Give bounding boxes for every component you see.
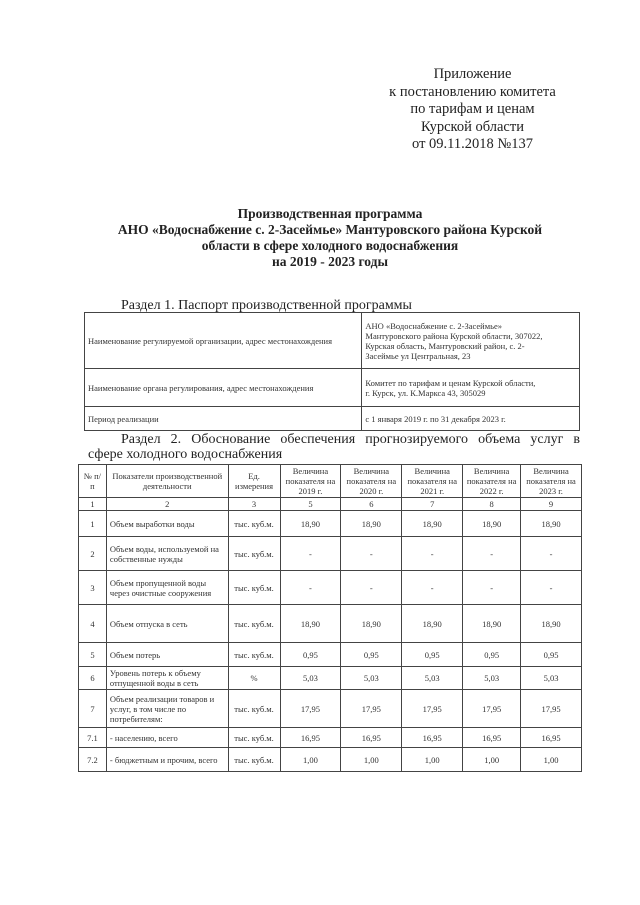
title-line: области в сфере холодного водоснабжения: [201, 238, 459, 253]
passport-table: [84, 312, 580, 431]
indicator-name: - бюджетным и прочим, всего: [106, 748, 228, 772]
value-cell: 0,95: [341, 643, 402, 667]
row-number: 3: [79, 571, 107, 605]
title-line: АНО «Водоснабжение с. 2-Засеймье» Мантуровского района Курской: [117, 222, 543, 237]
value-cell: -: [521, 571, 582, 605]
appendix-line: Приложение: [433, 66, 512, 82]
value-cell: -: [463, 571, 521, 605]
value-cell: 18,90: [463, 511, 521, 537]
value-line: с 1 января 2019 г. по 31 декабря 2023 г.: [365, 413, 506, 424]
value-line: Комитет по тарифам и ценам Курской области,: [365, 377, 536, 388]
value-cell: 17,95: [402, 690, 463, 728]
value-cell: -: [280, 537, 341, 571]
section1-heading: Раздел 1. Паспорт производственной программы: [121, 298, 412, 313]
value-cell: 16,95: [341, 728, 402, 748]
column-number: 2: [106, 498, 228, 511]
value-cell: 18,90: [341, 605, 402, 643]
unit-cell: тыс. куб.м.: [228, 748, 280, 772]
unit-cell: %: [228, 667, 280, 690]
column-number: 1: [79, 498, 107, 511]
table-header-row: [79, 465, 582, 498]
row-number: 4: [79, 605, 107, 643]
indicator-name: Объем воды, используемой на собственные нужды: [106, 537, 228, 571]
column-number: 7: [402, 498, 463, 511]
unit-cell: тыс. куб.м.: [228, 643, 280, 667]
unit-cell: тыс. куб.м.: [228, 605, 280, 643]
value-cell: 16,95: [280, 728, 341, 748]
passport-value: [362, 313, 580, 369]
indicator-name: Объем отпуска в сеть: [106, 605, 228, 643]
table-row: [79, 690, 582, 728]
column-number: 9: [521, 498, 582, 511]
title-line: Производственная программа: [237, 206, 423, 221]
indicator-name: - населению, всего: [106, 728, 228, 748]
passport-row: [85, 407, 580, 431]
value-cell: 18,90: [402, 511, 463, 537]
unit-cell: тыс. куб.м.: [228, 690, 280, 728]
value-cell: 18,90: [280, 605, 341, 643]
value-cell: 18,90: [341, 511, 402, 537]
value-cell: 1,00: [402, 748, 463, 772]
value-line: Засеймье ул Центральная, 23: [365, 350, 471, 361]
value-cell: -: [521, 537, 582, 571]
value-cell: -: [341, 571, 402, 605]
table-row: [79, 667, 582, 690]
passport-row: [85, 369, 580, 407]
table-row: [79, 605, 582, 643]
value-cell: -: [463, 537, 521, 571]
table-row: [79, 643, 582, 667]
column-header: Величина показателя на 2020 г.: [341, 465, 402, 498]
appendix-date: от 09.11.2018 №137: [412, 136, 533, 152]
value-cell: 16,95: [402, 728, 463, 748]
value-cell: 0,95: [463, 643, 521, 667]
value-cell: 16,95: [521, 728, 582, 748]
indicator-name: Объем реализации товаров и услуг, в том числе по потребителям:: [106, 690, 228, 728]
value-line: Мантуровского района Курской области, 307022,: [365, 330, 543, 341]
value-cell: 5,03: [402, 667, 463, 690]
value-cell: 0,95: [402, 643, 463, 667]
table-row: [79, 748, 582, 772]
row-number: 7: [79, 690, 107, 728]
section2-heading-line: сфере холодного водоснабжения: [88, 447, 283, 462]
column-number: 6: [341, 498, 402, 511]
value-cell: 17,95: [463, 690, 521, 728]
unit-cell: тыс. куб.м.: [228, 571, 280, 605]
value-cell: 0,95: [280, 643, 341, 667]
value-cell: 1,00: [280, 748, 341, 772]
value-cell: 1,00: [521, 748, 582, 772]
column-number: 5: [280, 498, 341, 511]
value-line: г. Курск, ул. К.Маркса 43, 305029: [365, 387, 486, 398]
table-row: [79, 511, 582, 537]
column-number: 8: [463, 498, 521, 511]
value-cell: 17,95: [521, 690, 582, 728]
unit-cell: тыс. куб.м.: [228, 537, 280, 571]
appendix-line: к постановлению комитета: [389, 83, 556, 100]
row-number: 5: [79, 643, 107, 667]
passport-row: [85, 313, 580, 369]
passport-label: Наименование регулируемой организации, адрес местонахождения: [85, 313, 362, 369]
table-row: [79, 571, 582, 605]
indicator-name: Объем потерь: [106, 643, 228, 667]
value-cell: 5,03: [463, 667, 521, 690]
document-title: [95, 206, 565, 270]
indicator-name: Уровень потерь к объему отпущенной воды в сеть: [106, 667, 228, 690]
value-cell: 18,90: [521, 605, 582, 643]
value-cell: 18,90: [280, 511, 341, 537]
appendix-line: Курской области: [421, 118, 524, 135]
row-number: 6: [79, 667, 107, 690]
value-cell: -: [402, 537, 463, 571]
column-header: Величина показателя на 2023 г.: [521, 465, 582, 498]
row-number: 1: [79, 511, 107, 537]
value-cell: 5,03: [280, 667, 341, 690]
row-number: 7.2: [79, 748, 107, 772]
value-cell: 17,95: [341, 690, 402, 728]
passport-label: Период реализации: [85, 407, 362, 431]
value-cell: -: [402, 571, 463, 605]
column-header: Ед. измерения: [228, 465, 280, 498]
passport-value: [362, 407, 580, 431]
section2-heading: [88, 432, 580, 462]
table-row: [79, 728, 582, 748]
value-cell: 17,95: [280, 690, 341, 728]
row-number: 2: [79, 537, 107, 571]
value-cell: 18,90: [463, 605, 521, 643]
section2-heading-line: Раздел 2. Обоснование обеспечения прогнозируемого объема услуг в: [121, 432, 580, 447]
passport-value: [362, 369, 580, 407]
indicator-name: Объем пропущенной воды через очистные сооружения: [106, 571, 228, 605]
column-header: Величина показателя на 2021 г.: [402, 465, 463, 498]
passport-label: Наименование органа регулирования, адрес местонахождения: [85, 369, 362, 407]
column-header: Показатели производственной деятельности: [106, 465, 228, 498]
appendix-line: по тарифам и ценам: [410, 101, 535, 117]
value-line: АНО «Водоснабжение с. 2-Засеймье»: [365, 320, 503, 331]
value-cell: 1,00: [341, 748, 402, 772]
value-cell: 18,90: [521, 511, 582, 537]
column-header: Величина показателя на 2022 г.: [463, 465, 521, 498]
value-cell: 1,00: [463, 748, 521, 772]
indicator-name: Объем выработки воды: [106, 511, 228, 537]
title-line: на 2019 - 2023 годы: [271, 254, 389, 269]
column-header: № п/п: [79, 465, 107, 498]
value-cell: 5,03: [521, 667, 582, 690]
appendix-block: [370, 66, 575, 154]
column-number-row: [79, 498, 582, 511]
table-row: [79, 537, 582, 571]
value-cell: 16,95: [463, 728, 521, 748]
value-cell: 5,03: [341, 667, 402, 690]
column-number: 3: [228, 498, 280, 511]
value-cell: -: [280, 571, 341, 605]
column-header: Величина показателя на 2019 г.: [280, 465, 341, 498]
unit-cell: тыс. куб.м.: [228, 728, 280, 748]
value-cell: -: [341, 537, 402, 571]
value-line: Курская область, Мантуровский район, с. 2-: [365, 340, 525, 351]
value-cell: 0,95: [521, 643, 582, 667]
unit-cell: тыс. куб.м.: [228, 511, 280, 537]
row-number: 7.1: [79, 728, 107, 748]
value-cell: 18,90: [402, 605, 463, 643]
indicators-table: [78, 464, 582, 772]
